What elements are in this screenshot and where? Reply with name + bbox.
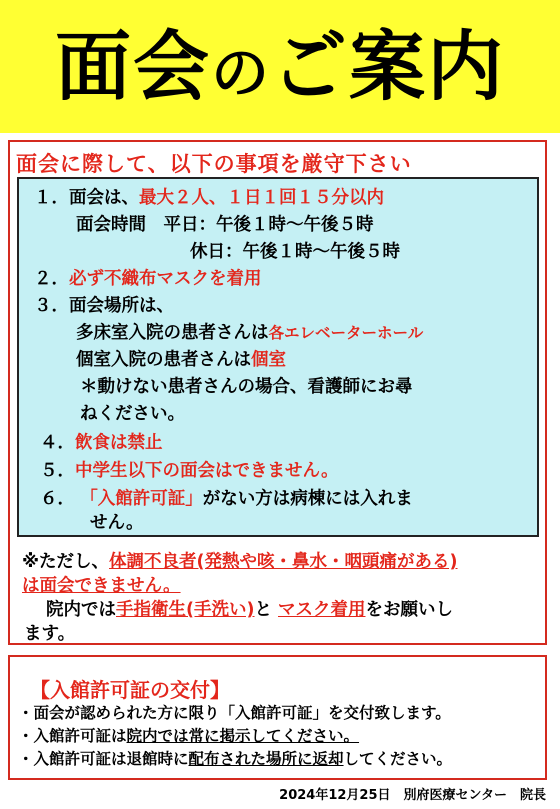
rule-1-weekday: 面会時間 平日：午後１時～午後５時	[76, 215, 374, 235]
notice-line-4: ます。	[24, 624, 76, 644]
permit-emphasis: 院内では常に掲示してください。	[126, 727, 360, 745]
permit-heading: 【入館許可証の交付】	[30, 678, 230, 702]
rule-3-note: ＊動けない患者さんの場合、看護師にお尋	[80, 377, 413, 397]
permit-text: ・入館許可証は退館時に	[18, 750, 189, 768]
rule-text: 多床室入院の患者さんは	[76, 323, 269, 343]
rule-4	[40, 431, 163, 455]
title-part: 面会	[54, 22, 211, 111]
notice-line-2	[22, 574, 181, 598]
permit-bullet-1: ・面会が認められた方に限り「入館許可証」を交付致します。	[18, 704, 451, 722]
notice-emphasis: は面会できません。	[22, 576, 181, 596]
notice-line-1	[22, 550, 458, 574]
rule-3-note-cont: ねください。	[80, 404, 185, 424]
rule-6	[40, 487, 413, 511]
rule-3-ward	[76, 321, 423, 345]
rule-5	[40, 459, 339, 483]
title-part: の	[210, 39, 271, 107]
notice-text: 院内では	[46, 600, 116, 620]
notice-emphasis: マスク着用	[278, 600, 366, 620]
rules-heading: 面会に際して、以下の事項を厳守下さい	[16, 152, 412, 176]
permit-text: ・入館許可証は	[18, 727, 127, 745]
rule-emphasis: 各エレベーターホール	[268, 324, 424, 342]
rule-2	[34, 267, 262, 291]
rule-emphasis: 最大２人、１日１回１５分以内	[139, 188, 384, 208]
rule-emphasis: 個室	[251, 350, 286, 370]
rule-3: ３．面会場所は、	[34, 296, 174, 316]
notice-emphasis: 体調不良者(発熱や咳・鼻水・咽頭痛がある)	[109, 552, 458, 572]
notice-text: をお願いし	[365, 600, 453, 620]
notice-text: と	[254, 600, 272, 620]
permit-bullet-2	[18, 726, 359, 746]
page-title	[0, 22, 560, 118]
rule-text: がない方は病棟には入れま	[202, 489, 413, 509]
permit-text: してください。	[343, 750, 453, 768]
rule-emphasis: 中学生以下の面会はできません。	[75, 461, 339, 481]
rule-text: 個室入院の患者さんは	[76, 350, 251, 370]
rule-number: ２．	[34, 269, 69, 289]
rule-6-cont: せん。	[90, 513, 144, 533]
permit-bullet-3	[18, 749, 452, 769]
notice-text: ※ただし、	[22, 552, 110, 572]
permit-emphasis: 配布された場所に返却	[188, 750, 344, 768]
rule-number: ５．	[40, 461, 75, 481]
rule-3-private	[76, 348, 286, 372]
rule-1	[34, 186, 384, 210]
rule-emphasis: 「入館許可証」	[89, 489, 203, 509]
rule-1-holiday: 休日：午後１時～午後５時	[190, 242, 400, 262]
rule-emphasis: 飲食は禁止	[75, 433, 163, 453]
rule-number: ６．	[40, 489, 75, 509]
rule-text: １．面会は、	[34, 188, 139, 208]
title-part: ご案内	[271, 22, 505, 111]
rule-emphasis: 必ず不織布マスクを着用	[69, 269, 262, 289]
notice-emphasis: 手指衛生(手洗い)	[116, 600, 255, 620]
notice-line-3	[46, 598, 453, 622]
title-banner	[0, 0, 560, 133]
issuer-footer: 2024年12月25日 別府医療センター 院長	[279, 788, 546, 803]
rule-number: ４．	[40, 433, 75, 453]
